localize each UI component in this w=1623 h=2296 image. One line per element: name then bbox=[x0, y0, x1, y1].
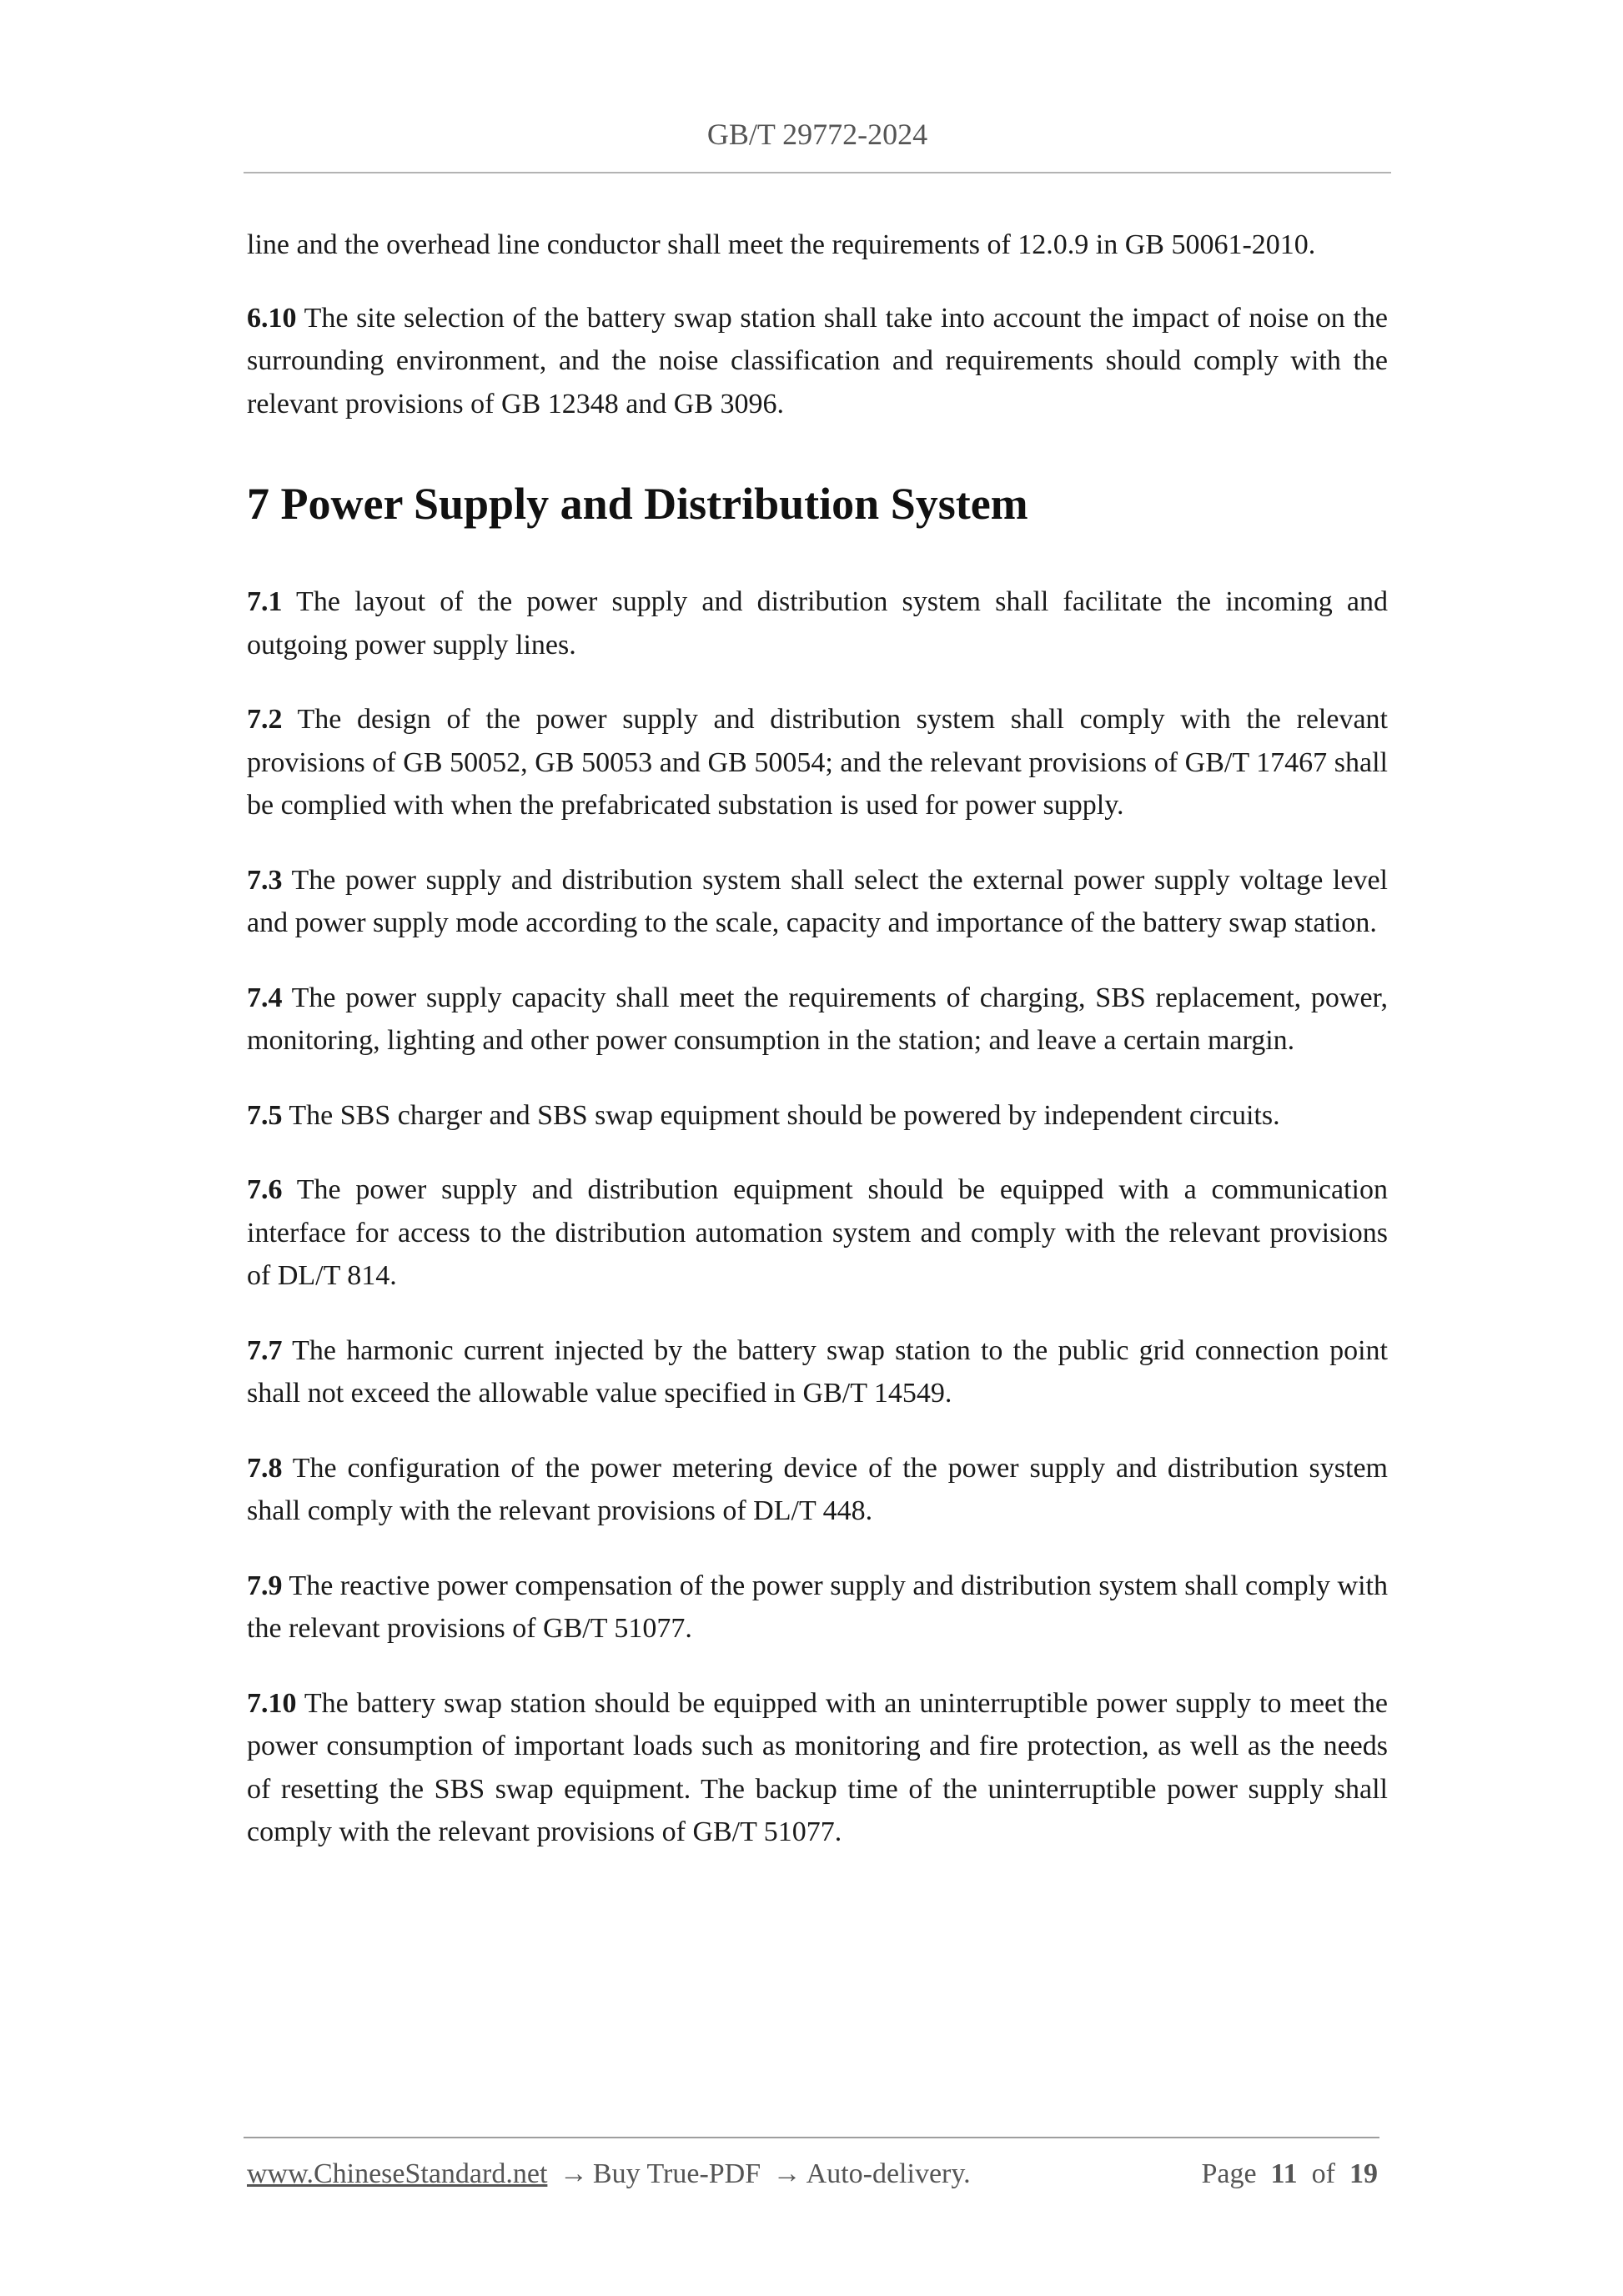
clause-text: The design of the power supply and distribution system shall comply with the relevant provisions of GB 50052, GB 50053 and GB 50054; and the relevant provisions of GB/T 17467 shall be complied with when the prefabricated substation is used for power supply. bbox=[247, 704, 1388, 821]
clause-number: 6.10 bbox=[247, 302, 297, 334]
footer-promo bbox=[247, 2158, 971, 2190]
delivery-text: Auto-delivery. bbox=[806, 2158, 971, 2189]
clause-text: The harmonic current injected by the battery swap station to the public grid connection point shall not exceed the allowable value specified in GB/T 14549. bbox=[247, 1334, 1389, 1409]
page-of: of bbox=[1311, 2158, 1335, 2189]
clause-7-8 bbox=[247, 1447, 1388, 1533]
site-link[interactable]: www.ChineseStandard.net bbox=[247, 2158, 548, 2189]
clause-number: 7.6 bbox=[247, 1174, 283, 1205]
page-label: Page bbox=[1201, 2158, 1257, 2189]
clause-7-6 bbox=[247, 1168, 1388, 1298]
continuation-paragraph: line and the overhead line conductor shall meet the requirements of 12.0.9 in GB 50061-2010. bbox=[247, 229, 1316, 260]
clause-number: 7.1 bbox=[247, 586, 283, 617]
clause-number: 7.7 bbox=[247, 1334, 283, 1366]
clause-text: The reactive power compensation of the power supply and distribution system shall comply with the relevant provisions of GB/T 51077. bbox=[247, 1570, 1389, 1644]
clause-text: The configuration of the power metering device of the power supply and distribution system shall comply with the relevant provisions of DL/T 448. bbox=[247, 1452, 1388, 1526]
clause-7-5 bbox=[247, 1094, 1388, 1138]
section-heading: 7 Power Supply and Distribution System bbox=[247, 479, 1028, 529]
page-current: 11 bbox=[1270, 2158, 1298, 2189]
page-body bbox=[247, 224, 1388, 1886]
clause-text: The power supply and distribution system shall select the external power supply voltage level and power supply mode according to the scale, capacity and importance of the battery swap station. bbox=[247, 864, 1388, 938]
page-counter bbox=[1201, 2158, 1378, 2190]
clause-text: The power supply capacity shall meet the requirements of charging, SBS replacement, power, monitoring, lighting and other power consumption in the station; and leave a certain margin. bbox=[247, 982, 1389, 1056]
clause-number: 7.10 bbox=[247, 1687, 297, 1719]
page-footer bbox=[247, 2158, 1378, 2190]
arrow-right-icon: → bbox=[772, 2158, 801, 2189]
clause-number: 7.4 bbox=[247, 982, 283, 1013]
clause-text: The battery swap station should be equipped with an uninterruptible power supply to meet the power consumption of important loads such as monitoring and fire protection, as well as the needs of resetting the SBS swap equipment. The backup time of the uninterruptible power supply shall comply with the relevant provisions of GB/T 51077. bbox=[247, 1687, 1388, 1847]
clause-7-10 bbox=[247, 1682, 1388, 1854]
clause-7-4 bbox=[247, 977, 1388, 1063]
clause-text: The SBS charger and SBS swap equipment should be powered by independent circuits. bbox=[289, 1099, 1280, 1131]
clause-7-7 bbox=[247, 1329, 1388, 1415]
clause-7-9 bbox=[247, 1565, 1388, 1650]
clause-7-1 bbox=[247, 580, 1388, 666]
clause-6-10 bbox=[247, 297, 1388, 426]
clause-text: The site selection of the battery swap station shall take into account the impact of noise on the surrounding environment, and the noise classification and requirements should comply with the relevant provisions of GB 12348 and GB 3096. bbox=[247, 302, 1388, 420]
arrow-right-icon: → bbox=[559, 2158, 588, 2189]
clause-7-2 bbox=[247, 698, 1388, 827]
clause-text: The power supply and distribution equipment should be equipped with a communication interface for access to the distribution automation system and comply with the relevant provisions of DL/T 814. bbox=[247, 1174, 1388, 1291]
page-total: 19 bbox=[1349, 2158, 1378, 2189]
buy-text: Buy True-PDF bbox=[592, 2158, 761, 2189]
header-divider bbox=[244, 172, 1391, 173]
clause-number: 7.9 bbox=[247, 1570, 283, 1601]
clause-number: 7.3 bbox=[247, 864, 283, 896]
running-header: GB/T 29772-2024 bbox=[706, 118, 928, 151]
clause-number: 7.2 bbox=[247, 704, 283, 735]
clause-number: 7.5 bbox=[247, 1099, 283, 1131]
footer-divider bbox=[244, 2137, 1379, 2138]
clause-7-3 bbox=[247, 859, 1388, 945]
clause-number: 7.8 bbox=[247, 1452, 283, 1484]
clause-text: The layout of the power supply and distribution system shall facilitate the incoming and outgoing power supply lines. bbox=[247, 586, 1388, 661]
